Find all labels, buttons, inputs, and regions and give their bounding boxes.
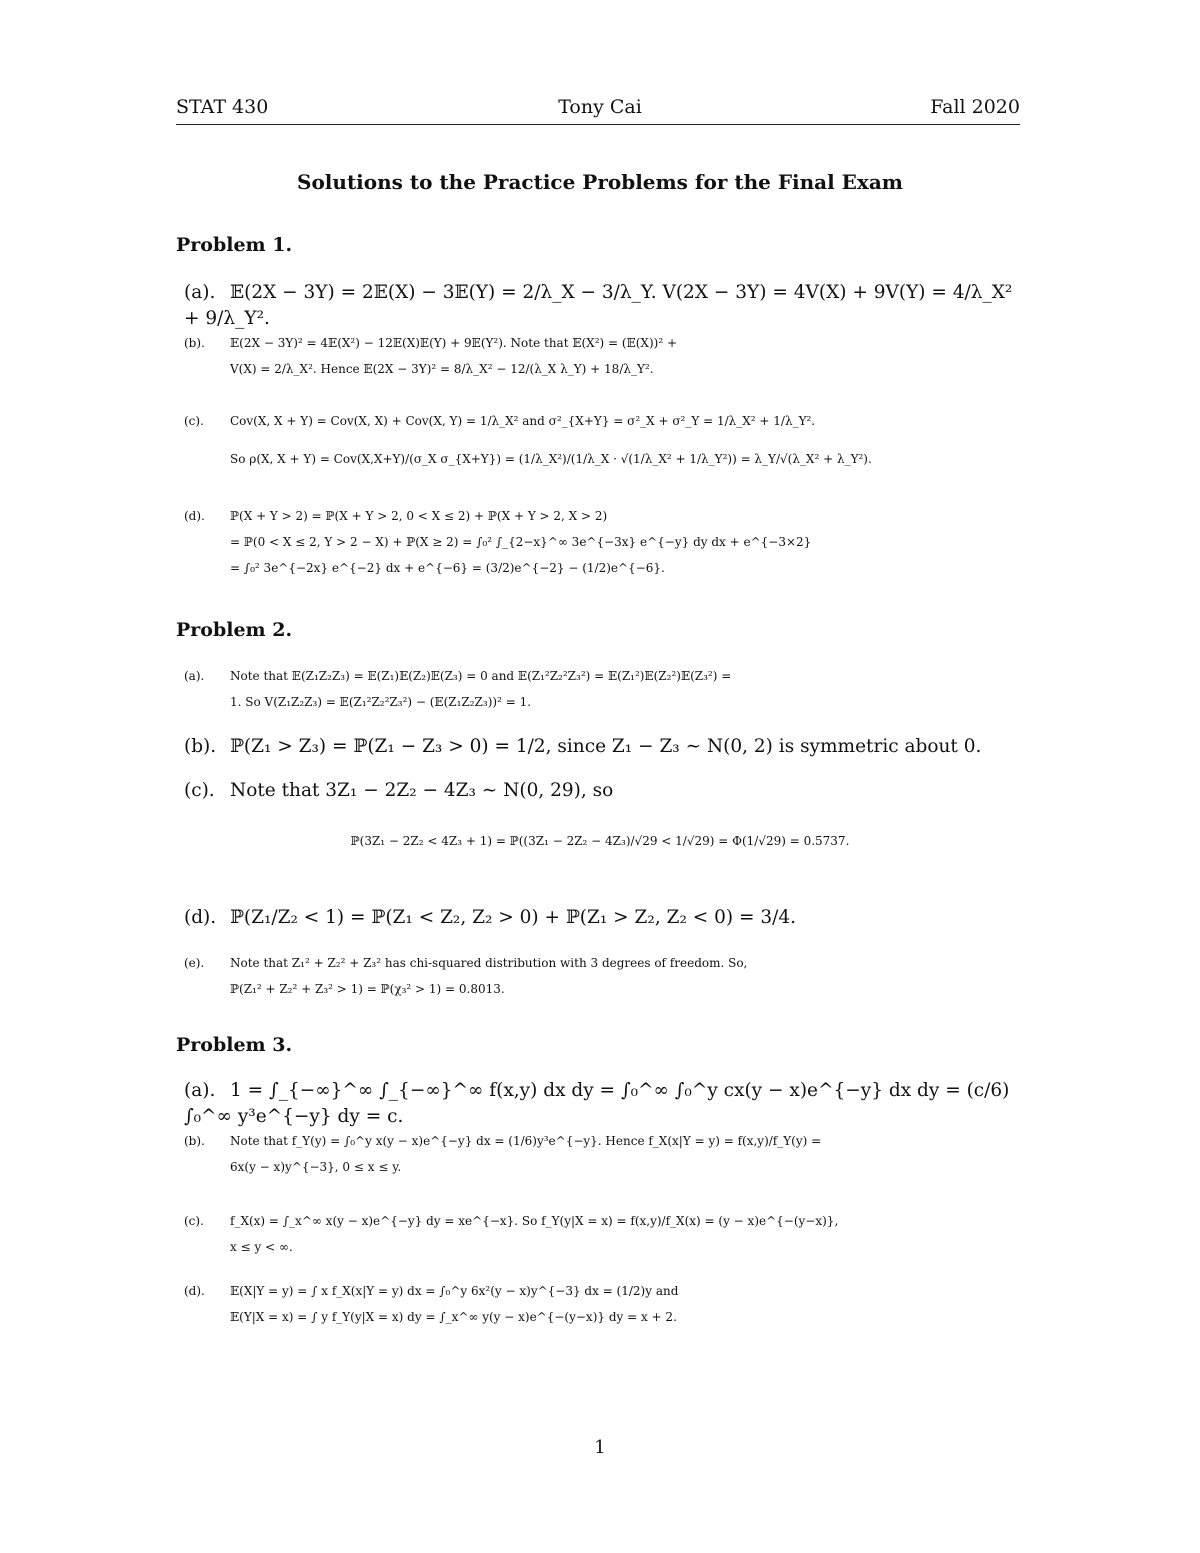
part-label: (c). <box>184 780 215 801</box>
part-text: 1 = ∫_{−∞}^∞ ∫_{−∞}^∞ f(x,y) dx dy = ∫₀^∞ ∫₀^y cx(y − x)e^{−y} dx dy = (c/6) ∫₀^∞ y³e^{−y} dy = c. <box>184 1080 1010 1127</box>
part-text: = ℙ(0 < X ≤ 2, Y > 2 − X) + ℙ(X ≥ 2) = ∫₀² ∫_{2−x}^∞ 3e^{−3x} e^{−y} dy dx + e^{−3×2} <box>230 535 812 549</box>
part-label: (d). <box>184 509 205 523</box>
part-text: Note that 3Z₁ − 2Z₂ − 4Z₃ ∼ N(0, 29), so <box>230 780 614 801</box>
page-number: 1 <box>594 1437 606 1458</box>
part-text: 𝔼(2X − 3Y) = 2𝔼(X) − 3𝔼(Y) = 2/λ_X − 3/λ_Y. V(2X − 3Y) = 4V(X) + 9V(Y) = 4/λ_X² + 9/λ_Y². <box>184 282 1013 329</box>
part-text: So ρ(X, X + Y) = Cov(X,X+Y)/(σ_X σ_{X+Y}) = (1/λ_X²)/(1/λ_X · √(1/λ_X² + 1/λ_Y²)) = λ_Y/√(λ_X² + λ_Y²). <box>230 452 872 466</box>
header-rule <box>176 124 1020 125</box>
part-text: = ∫₀² 3e^{−2x} e^{−2} dx + e^{−6} = (3/2)e^{−2} − (1/2)e^{−6}. <box>230 561 665 575</box>
problem-3-part-c <box>184 1208 1028 1260</box>
part-text: Cov(X, X + Y) = Cov(X, X) + Cov(X, Y) = 1/λ_X² and σ²_{X+Y} = σ²_X + σ²_Y = 1/λ_X² + 1/λ_Y². <box>230 414 816 428</box>
problem-1-part-b <box>184 330 1028 382</box>
header-course: STAT 430 <box>176 96 269 118</box>
part-label: (a). <box>184 282 216 303</box>
part-label: (d). <box>184 907 217 928</box>
part-label: (b). <box>184 336 205 350</box>
part-text: 𝔼(Y|X = x) = ∫ y f_Y(y|X = x) dy = ∫_x^∞ y(y − x)e^{−(y−x)} dy = x + 2. <box>230 1310 677 1324</box>
problem-3-heading: Problem 3. <box>176 1034 293 1056</box>
part-text: ℙ(Z₁ > Z₃) = ℙ(Z₁ − Z₃ > 0) = 1/2, since Z₁ − Z₃ ∼ N(0, 2) is symmetric about 0. <box>230 736 982 757</box>
part-label: (d). <box>184 1284 205 1298</box>
part-text: ℙ(Z₁² + Z₂² + Z₃² > 1) = ℙ(χ₃² > 1) = 0.8013. <box>230 982 505 996</box>
part-text: x ≤ y < ∞. <box>230 1240 293 1254</box>
part-label: (e). <box>184 956 205 970</box>
part-text: ℙ(X + Y > 2) = ℙ(X + Y > 2, 0 < X ≤ 2) + ℙ(X + Y > 2, X > 2) <box>230 509 608 523</box>
part-text: 𝔼(X|Y = y) = ∫ x f_X(x|Y = y) dx = ∫₀^y 6x²(y − x)y^{−3} dx = (1/2)y and <box>230 1284 679 1298</box>
problem-3-part-d <box>184 1278 1028 1330</box>
part-label: (c). <box>184 1214 204 1228</box>
page-title: Solutions to the Practice Problems for the Final Exam <box>297 170 903 194</box>
part-text: f_X(x) = ∫_x^∞ x(y − x)e^{−y} dy = xe^{−x}. So f_Y(y|X = x) = f(x,y)/f_X(x) = (y − x)e^{−(y−x)}, <box>230 1214 839 1228</box>
part-text: 𝔼(2X − 3Y)² = 4𝔼(X²) − 12𝔼(X)𝔼(Y) + 9𝔼(Y²). Note that 𝔼(X²) = (𝔼(X))² + <box>230 336 677 350</box>
problem-2-part-d <box>184 905 1028 931</box>
part-label: (c). <box>184 414 204 428</box>
problem-3-part-b <box>184 1128 1028 1180</box>
part-label: (a). <box>184 669 205 683</box>
part-text: 1. So V(Z₁Z₂Z₃) = 𝔼(Z₁²Z₂²Z₃²) − (𝔼(Z₁Z₂Z₃))² = 1. <box>230 695 532 709</box>
part-text: Note that 𝔼(Z₁Z₂Z₃) = 𝔼(Z₁)𝔼(Z₂)𝔼(Z₃) = 0 and 𝔼(Z₁²Z₂²Z₃²) = 𝔼(Z₁²)𝔼(Z₂²)𝔼(Z₃²) = <box>230 669 732 683</box>
problem-2-part-a <box>184 663 1028 715</box>
problem-2-part-c-display-equation: ℙ(3Z₁ − 2Z₂ < 4Z₃ + 1) = ℙ((3Z₁ − 2Z₂ − 4Z₃)/√29 < 1/√29) = Φ(1/√29) = 0.5737. <box>350 834 850 848</box>
problem-2-part-b <box>184 734 1028 760</box>
part-text: V(X) = 2/λ_X². Hence 𝔼(2X − 3Y)² = 8/λ_X² − 12/(λ_X λ_Y) + 18/λ_Y². <box>230 362 654 376</box>
part-label: (b). <box>184 736 217 757</box>
problem-2-part-e <box>184 950 1028 1002</box>
problem-2-part-c <box>184 778 1028 804</box>
problem-1-part-c <box>184 408 1028 472</box>
part-text: ℙ(Z₁/Z₂ < 1) = ℙ(Z₁ < Z₂, Z₂ > 0) + ℙ(Z₁ > Z₂, Z₂ < 0) = 3/4. <box>230 907 797 928</box>
problem-1-part-a <box>184 280 1028 332</box>
header-term: Fall 2020 <box>930 96 1020 118</box>
part-text: 6x(y − x)y^{−3}, 0 ≤ x ≤ y. <box>230 1160 402 1174</box>
problem-2-heading: Problem 2. <box>176 619 293 641</box>
part-label: (a). <box>184 1080 216 1101</box>
part-label: (b). <box>184 1134 205 1148</box>
part-text: Note that Z₁² + Z₂² + Z₃² has chi-squared distribution with 3 degrees of freedom. So, <box>230 956 748 970</box>
problem-1-heading: Problem 1. <box>176 234 293 256</box>
header-author: Tony Cai <box>558 96 642 118</box>
problem-1-part-d <box>184 503 1028 581</box>
part-text: Note that f_Y(y) = ∫₀^y x(y − x)e^{−y} dx = (1/6)y³e^{−y}. Hence f_X(x|Y = y) = f(x,y)/f_Y(y) = <box>230 1134 822 1148</box>
problem-3-part-a <box>184 1078 1028 1130</box>
